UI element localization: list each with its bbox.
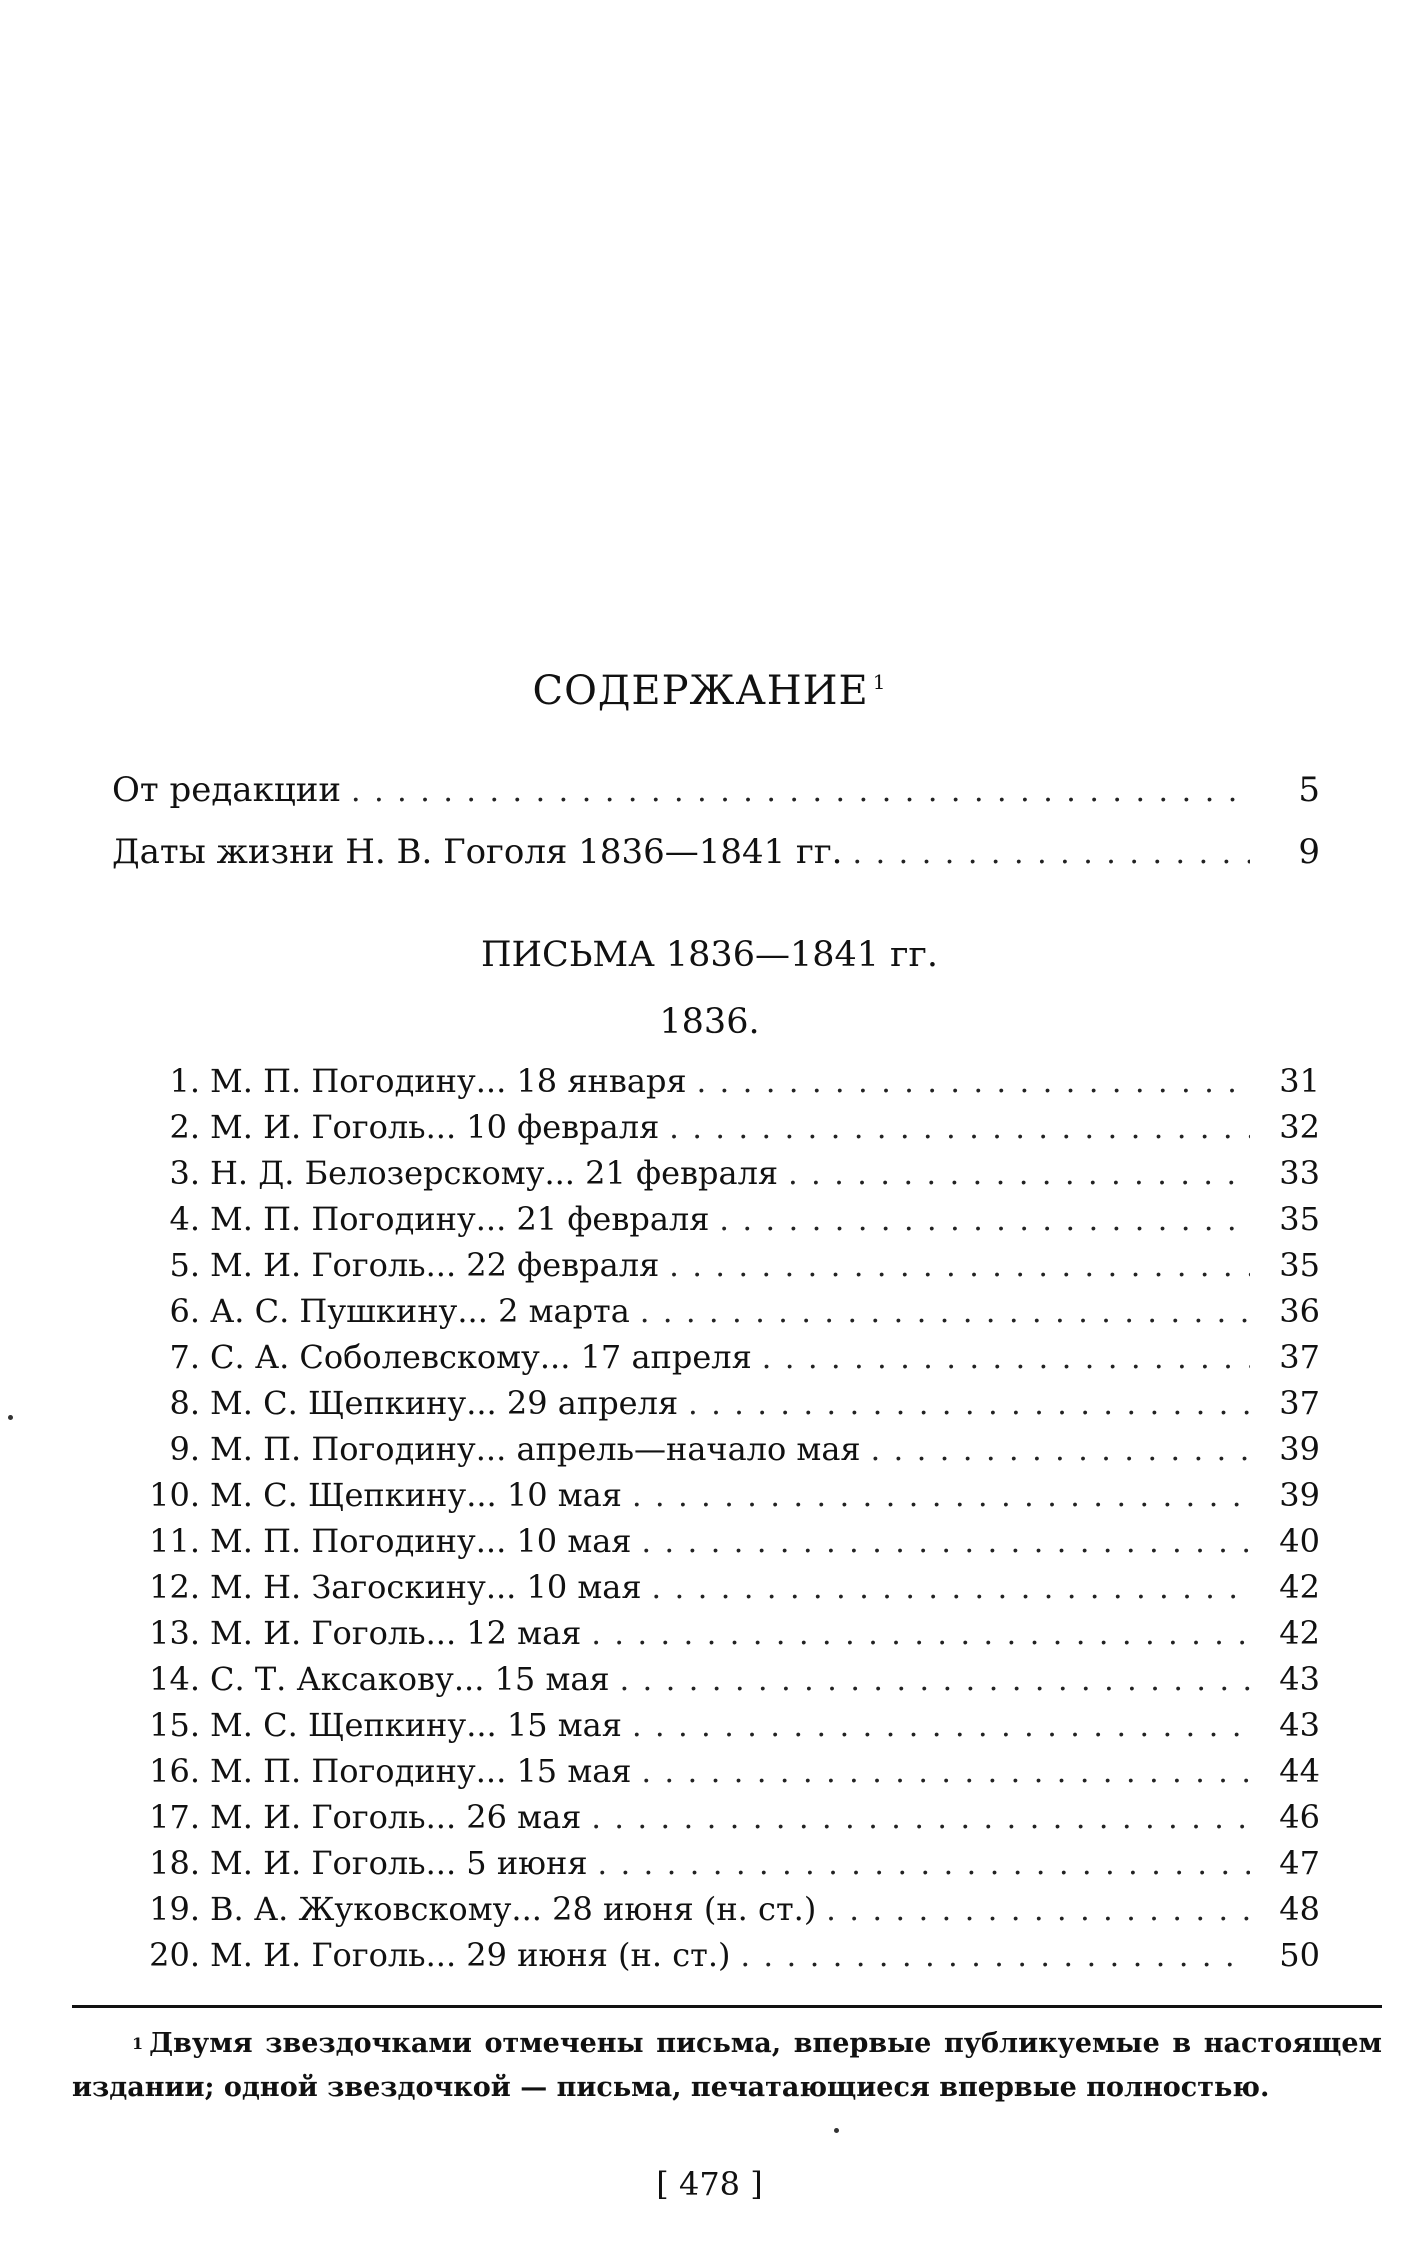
toc-entry-label (136, 1200, 709, 1238)
leader-dots (853, 836, 1251, 871)
toc-entry-page: 48 (1279, 1890, 1320, 1928)
toc-entry-page: 46 (1279, 1798, 1320, 1836)
toc-entry-label (136, 1890, 816, 1928)
leader-dots (788, 1157, 1250, 1192)
toc-entry[interactable] (136, 1062, 1320, 1108)
year-heading: 1836. (659, 1002, 760, 1042)
toc-entry-page: 39 (1279, 1430, 1320, 1468)
letter-number: 13. (149, 1614, 200, 1652)
toc-entry[interactable] (136, 1430, 1320, 1476)
letter-title: А. С. Пушкину... 2 марта (210, 1292, 630, 1330)
toc-entry-page: 35 (1279, 1200, 1320, 1238)
toc-entry[interactable] (136, 1568, 1320, 1614)
toc-entry-page: 47 (1279, 1844, 1320, 1882)
letter-number: 6. (169, 1292, 200, 1330)
letter-number: 18. (149, 1844, 200, 1882)
toc-entry[interactable] (136, 1660, 1320, 1706)
letter-number: 17. (149, 1798, 200, 1836)
letter-number: 11. (149, 1522, 200, 1560)
letter-title: Н. Д. Белозерскому... 21 февраля (210, 1154, 779, 1192)
letter-number: 4. (169, 1200, 200, 1238)
page-title-text: СОДЕРЖАНИЕ (532, 668, 869, 714)
letter-title: М. П. Погодину... 15 мая (210, 1752, 632, 1790)
toc-entry-page: 50 (1279, 1936, 1320, 1974)
toc-entry-label: От редакции (112, 770, 342, 810)
letter-title: М. Н. Загоскину... 10 мая (210, 1568, 642, 1606)
letter-title: М. И. Гоголь... 10 февраля (210, 1108, 660, 1146)
toc-entry[interactable] (136, 1154, 1320, 1200)
stray-dot (8, 1415, 13, 1420)
toc-entry[interactable] (136, 1614, 1320, 1660)
toc-entry-page: 36 (1279, 1292, 1320, 1330)
toc-entry[interactable] (136, 1522, 1320, 1568)
toc-entry[interactable] (112, 832, 1320, 878)
letter-title: М. П. Погодину... 21 февраля (210, 1200, 710, 1238)
toc-entry-page: 43 (1279, 1660, 1320, 1698)
toc-entry[interactable] (136, 1798, 1320, 1844)
letter-title: М. П. Погодину... 10 мая (210, 1522, 632, 1560)
toc-entry-label (136, 1936, 730, 1974)
letter-number: 5. (169, 1246, 200, 1284)
toc-entry[interactable] (112, 770, 1320, 816)
toc-entry[interactable] (136, 1476, 1320, 1522)
toc-entry-page: 31 (1279, 1062, 1320, 1100)
toc-entry[interactable] (136, 1752, 1320, 1798)
toc-entry-page: 39 (1279, 1476, 1320, 1514)
toc-entry-page: 44 (1279, 1752, 1320, 1790)
toc-entry-label (136, 1660, 610, 1698)
toc-entry-label (136, 1292, 630, 1330)
footnote-text: Двумя звездочками отмечены письма, впервые публикуемые в настоящем издании; одной звездочкой — письма, печатающиеся впервые полностью. (72, 2028, 1382, 2103)
toc-entry[interactable] (136, 1384, 1320, 1430)
letter-title: М. П. Погодину... 18 января (210, 1062, 687, 1100)
toc-entry-label (136, 1752, 631, 1790)
toc-entry-page: 5 (1298, 770, 1320, 810)
leader-dots (620, 1663, 1250, 1698)
toc-entry[interactable] (136, 1338, 1320, 1384)
toc-entry[interactable] (136, 1890, 1320, 1936)
leader-dots (669, 1111, 1250, 1146)
toc-entry-label (136, 1568, 642, 1606)
toc-entry-label (136, 1338, 752, 1376)
leader-dots (762, 1341, 1250, 1376)
toc-entry[interactable] (136, 1200, 1320, 1246)
letter-number: 3. (169, 1154, 200, 1192)
letter-title: М. С. Щепкину... 10 мая (210, 1476, 622, 1514)
leader-dots (697, 1065, 1250, 1100)
toc-entry-label (136, 1706, 622, 1744)
stray-dot (834, 2128, 839, 2133)
leader-dots (632, 1479, 1250, 1514)
toc-entry-label (136, 1154, 778, 1192)
section-heading: ПИСЬМА 1836—1841 гг. (481, 935, 938, 975)
leader-dots (669, 1249, 1250, 1284)
page-title (0, 668, 1419, 714)
letter-number: 14. (149, 1660, 200, 1698)
toc-entry-page: 42 (1279, 1568, 1320, 1606)
letter-title: М. С. Щепкину... 15 мая (210, 1706, 622, 1744)
toc-entry-label (136, 1384, 678, 1422)
toc-entry[interactable] (136, 1936, 1320, 1982)
toc-entry-page: 33 (1279, 1154, 1320, 1192)
page-number: [ 478 ] (656, 2165, 763, 2203)
letter-number: 12. (149, 1568, 200, 1606)
leader-dots (598, 1847, 1250, 1882)
letter-title: С. А. Соболевскому... 17 апреля (210, 1338, 752, 1376)
leader-dots (688, 1387, 1250, 1422)
letter-number: 1. (169, 1062, 200, 1100)
toc-entry-page: 37 (1279, 1384, 1320, 1422)
leader-dots (351, 774, 1250, 809)
letter-title: В. А. Жуковскому... 28 июня (н. ст.) (210, 1890, 817, 1928)
leader-dots (719, 1203, 1250, 1238)
letter-number: 16. (149, 1752, 200, 1790)
leader-dots (640, 1295, 1250, 1330)
toc-entry-page: 40 (1279, 1522, 1320, 1560)
leader-dots (591, 1801, 1250, 1836)
letter-title: М. И. Гоголь... 26 мая (210, 1798, 582, 1836)
letter-title: М. П. Погодину... апрель—начало мая (210, 1430, 861, 1468)
letter-title: С. Т. Аксакову... 15 мая (210, 1660, 610, 1698)
toc-entry-label (136, 1246, 659, 1284)
title-footnote-mark: 1 (872, 670, 887, 694)
toc-entry-page: 43 (1279, 1706, 1320, 1744)
toc-entry-page: 35 (1279, 1246, 1320, 1284)
letter-number: 19. (149, 1890, 200, 1928)
toc-entry[interactable] (136, 1292, 1320, 1338)
toc-entry[interactable] (136, 1108, 1320, 1154)
letter-number: 9. (169, 1430, 200, 1468)
leader-dots (871, 1433, 1250, 1468)
letter-number: 10. (149, 1476, 200, 1514)
footnote-divider (72, 2005, 1382, 2008)
footnote (72, 2022, 1382, 2110)
leader-dots (641, 1525, 1250, 1560)
letter-title: М. И. Гоголь... 5 июня (210, 1844, 588, 1882)
toc-entry-label (136, 1614, 581, 1652)
toc-entry-label (136, 1108, 659, 1146)
toc-entry-label (136, 1798, 581, 1836)
letter-number: 2. (169, 1108, 200, 1146)
toc-entry[interactable] (136, 1844, 1320, 1890)
leader-dots (632, 1709, 1250, 1744)
leader-dots (652, 1571, 1250, 1606)
toc-entry-label: Даты жизни Н. В. Гоголя 1836—1841 гг. (112, 832, 843, 872)
toc-entry-page: 42 (1279, 1614, 1320, 1652)
toc-entry-page: 32 (1279, 1108, 1320, 1146)
toc-entry-label (136, 1522, 631, 1560)
leader-dots (826, 1893, 1250, 1928)
letter-title: М. И. Гоголь... 29 июня (н. ст.) (210, 1936, 731, 1974)
toc-entry-label (136, 1430, 861, 1468)
leader-dots (740, 1939, 1250, 1974)
toc-entry-page: 9 (1298, 832, 1320, 872)
leader-dots (591, 1617, 1250, 1652)
letter-title: М. И. Гоголь... 12 мая (210, 1614, 582, 1652)
toc-entry[interactable] (136, 1706, 1320, 1752)
leader-dots (641, 1755, 1250, 1790)
toc-entry-label (136, 1844, 588, 1882)
footnote-mark: 1 (132, 2034, 144, 2053)
letter-number: 8. (169, 1384, 200, 1422)
toc-entry-label (136, 1476, 622, 1514)
toc-entry-label (136, 1062, 687, 1100)
toc-entry-page: 37 (1279, 1338, 1320, 1376)
letter-title: М. И. Гоголь... 22 февраля (210, 1246, 660, 1284)
toc-entry[interactable] (136, 1246, 1320, 1292)
letter-number: 7. (169, 1338, 200, 1376)
letter-number: 15. (149, 1706, 200, 1744)
letter-number: 20. (149, 1936, 200, 1974)
letter-title: М. С. Щепкину... 29 апреля (210, 1384, 679, 1422)
